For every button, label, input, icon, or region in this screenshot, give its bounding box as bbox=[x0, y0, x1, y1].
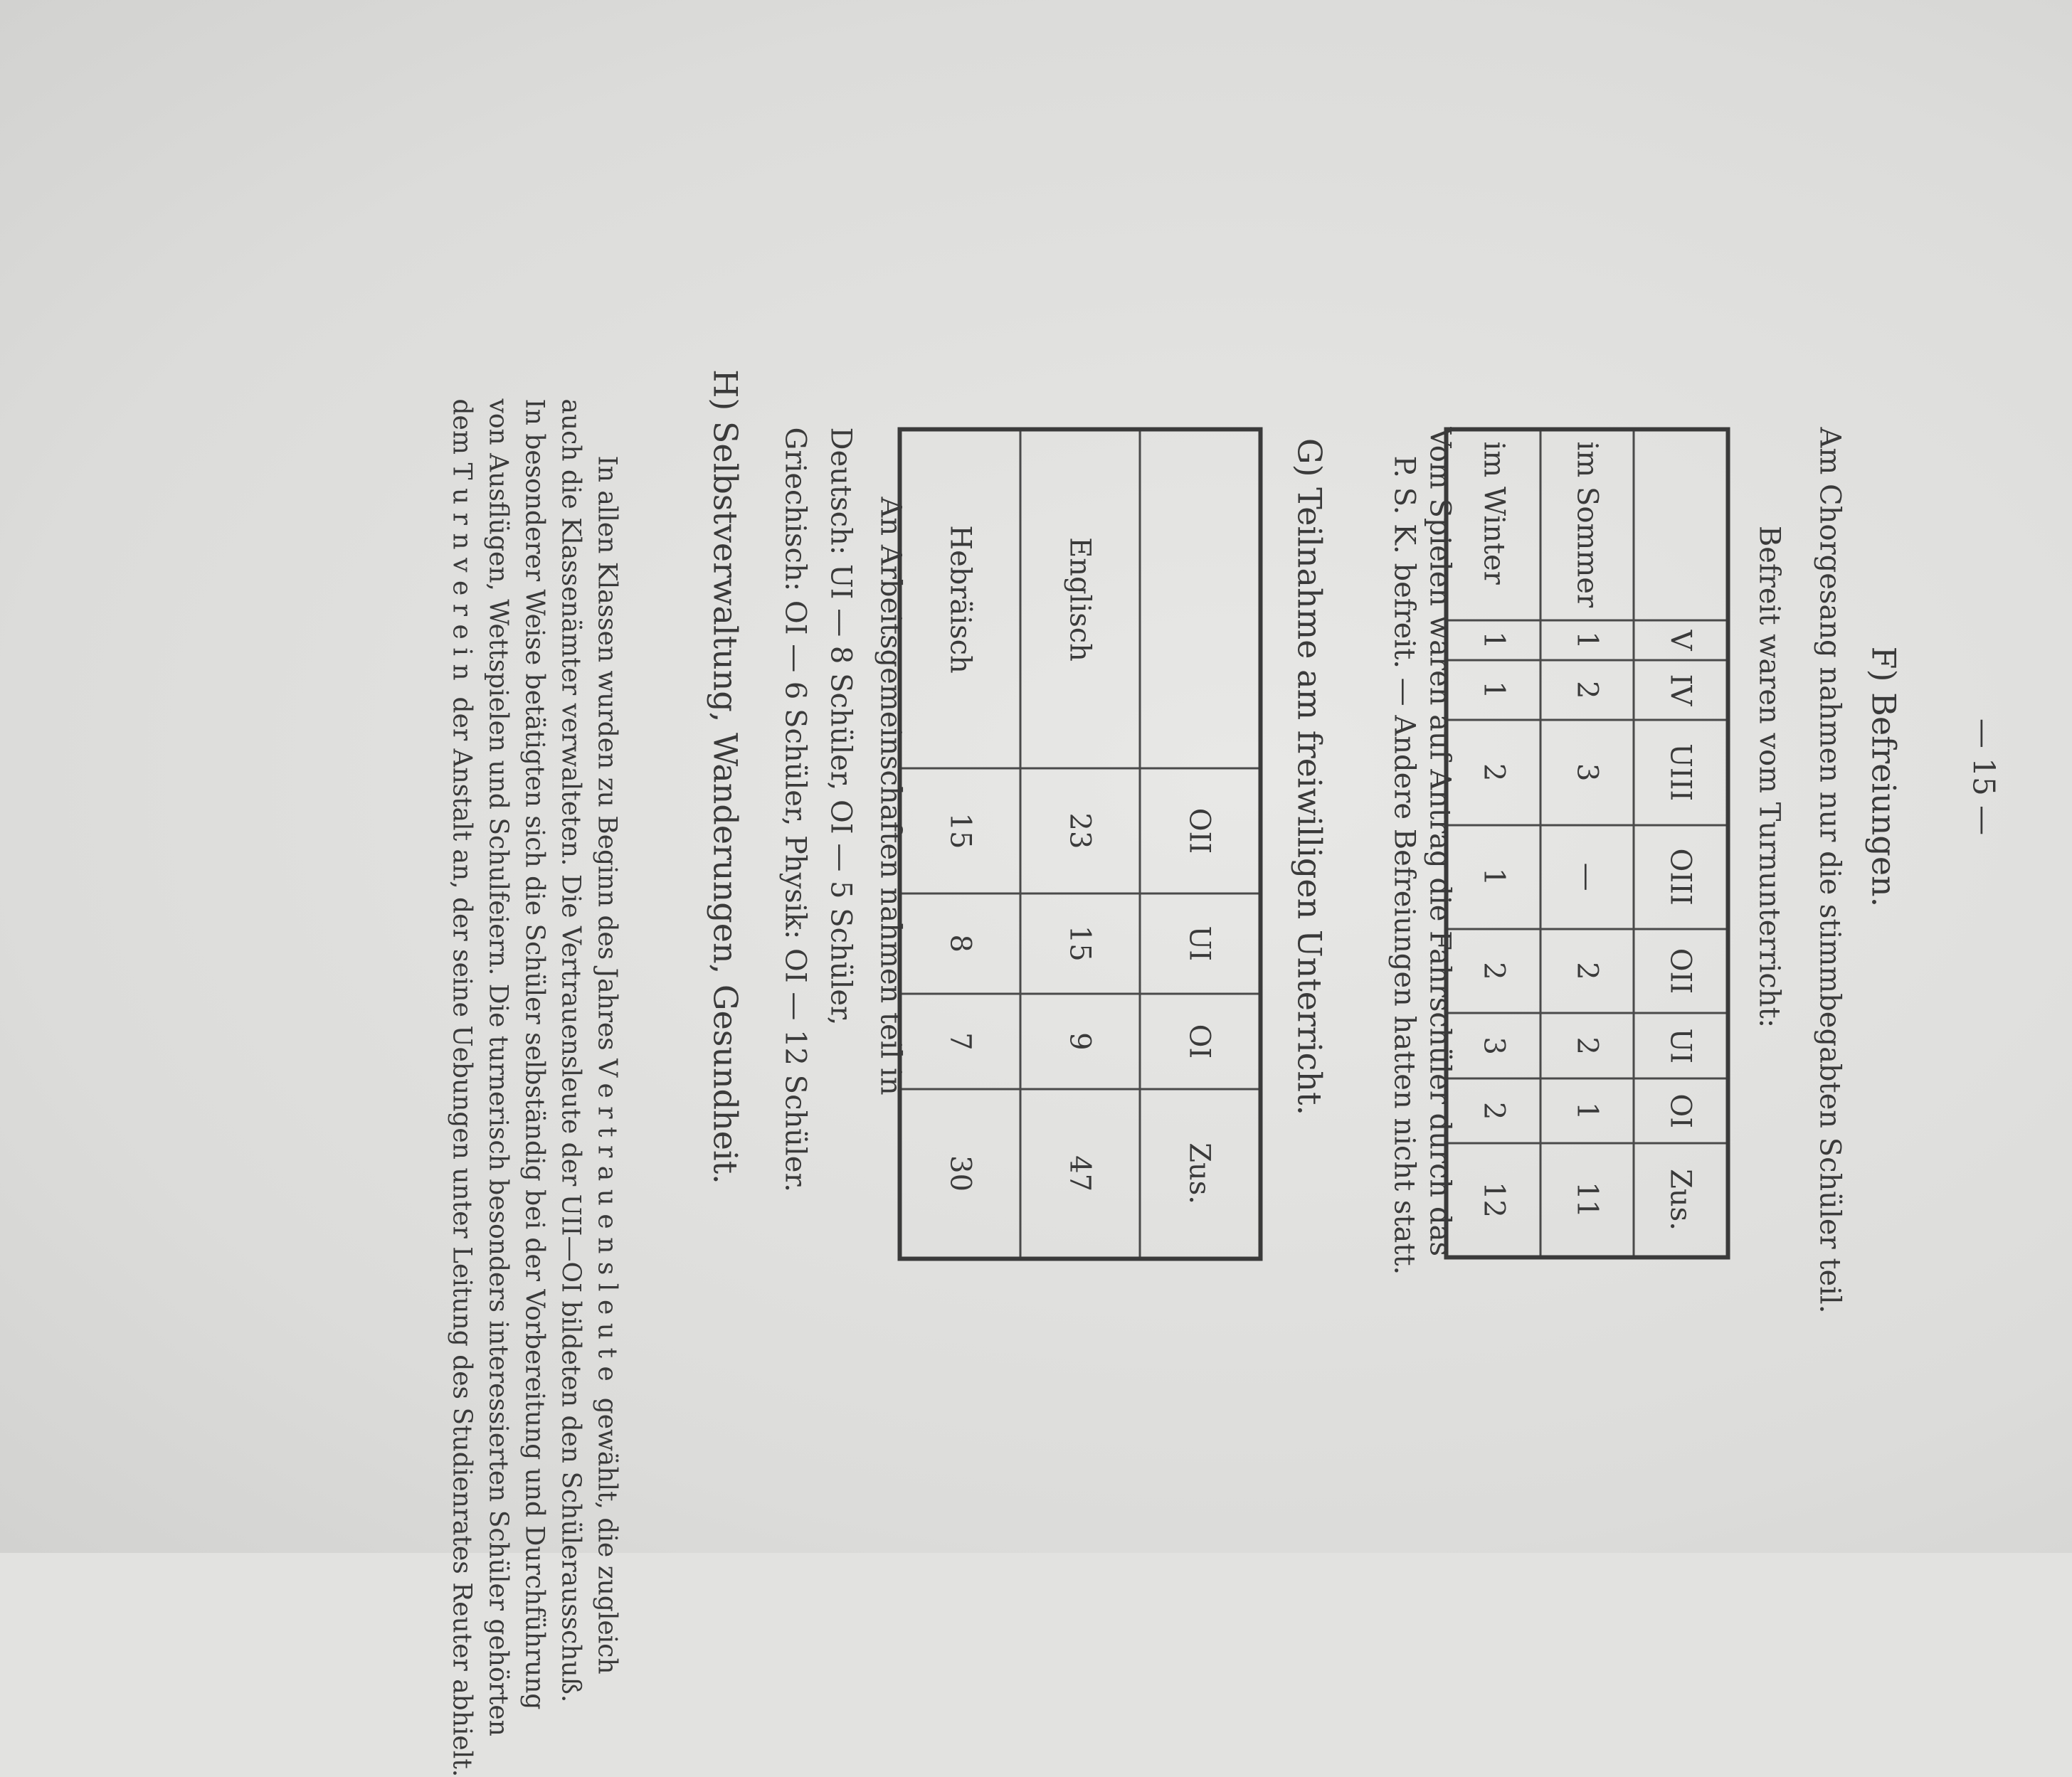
table-header-cell: IV bbox=[1634, 660, 1728, 720]
paragraph-line: auch die Klassenämter verwalteten. Die Vertrauensleute der UII—OI bildeten den Schülerausschuß. bbox=[556, 398, 585, 1702]
table-row bbox=[1140, 429, 1261, 1258]
table-header-cell: UIII bbox=[1634, 719, 1728, 824]
page-number: — 15 — bbox=[1966, 718, 2001, 835]
paragraph-line: von Ausflügen, Wettspielen und Schulfeiern. Die turnerisch besonders interessierten Schüler gehörten bbox=[483, 398, 512, 1736]
table-cell: 9 bbox=[1020, 993, 1140, 1089]
heading-f: F) Befreiungen. bbox=[1864, 646, 1903, 907]
table-cell: 2 bbox=[1446, 928, 1540, 1012]
table-cell: 30 bbox=[899, 1089, 1020, 1258]
paragraph-line: dem Turnverein der Anstalt an, der seine Uebungen unter Leitung des Studienrates Reuter abhielt. bbox=[447, 398, 476, 1777]
workgroups-line-1: Deutsch: UI — 8 Schüler, OI — 5 Schüler, bbox=[824, 427, 857, 1025]
heading-g: G) Teilnahme am freiwilligen Unterricht. bbox=[1290, 437, 1328, 1115]
table-cell: Hebräisch bbox=[899, 429, 1020, 768]
table-row bbox=[899, 429, 1020, 1258]
table-cell: 7 bbox=[899, 993, 1020, 1089]
table-cell: 15 bbox=[899, 768, 1020, 893]
table-cell: 47 bbox=[1020, 1089, 1140, 1258]
table-cell: 12 bbox=[1446, 1143, 1540, 1257]
heading-h: H) Selbstverwaltung, Wanderungen, Gesundheit. bbox=[706, 368, 744, 1184]
table-cell: 2 bbox=[1540, 660, 1634, 720]
table-cell: im Sommer bbox=[1540, 429, 1634, 620]
table-header-cell: UI bbox=[1140, 893, 1261, 993]
table-cell: 2 bbox=[1540, 1013, 1634, 1078]
table-cell: im Winter bbox=[1446, 429, 1540, 620]
table1-caption: Befreit waren vom Turnunterricht: bbox=[1753, 525, 1785, 1028]
table-cell: 2 bbox=[1446, 1078, 1540, 1143]
table-cell: 8 bbox=[899, 893, 1020, 993]
table-cell: 3 bbox=[1446, 1013, 1540, 1078]
table-cell: 11 bbox=[1540, 1143, 1634, 1257]
table-cell: 3 bbox=[1540, 719, 1634, 824]
table-header-cell bbox=[1140, 429, 1261, 768]
after-table-line-1: Vom Spielen waren auf Antrag die Fahrschüler durch das bbox=[1423, 427, 1456, 1256]
table-header-cell: OI bbox=[1140, 993, 1261, 1089]
paragraph-line: In besonderer Weise betätigten sich die Schüler selbständig bei der Vorbereitung und Durchführung bbox=[519, 398, 549, 1709]
table-cell: 15 bbox=[1020, 893, 1140, 993]
table-cell: 2 bbox=[1446, 719, 1540, 824]
paragraph-line: In allen Klassen wurden zu Beginn des Jahres Vertrauensleute gewählt, die zugleich bbox=[592, 455, 621, 1675]
table-cell: 2 bbox=[1540, 928, 1634, 1012]
table-cell: — bbox=[1540, 824, 1634, 928]
workgroups-intro: An Arbeitsgemeinschaften nahmen teil in bbox=[874, 497, 906, 1096]
table-header-cell: UI bbox=[1634, 1013, 1728, 1078]
table-header-cell: OII bbox=[1140, 768, 1261, 893]
table-row bbox=[1634, 429, 1728, 1257]
workgroups-line-2: Griechisch: OI — 6 Schüler, Physik: OI — 12 Schüler. bbox=[778, 427, 811, 1192]
table-header-cell: V bbox=[1634, 620, 1728, 660]
table-cell: 1 bbox=[1540, 1078, 1634, 1143]
table-header-cell: OIII bbox=[1634, 824, 1728, 928]
exemption-table bbox=[1444, 427, 1730, 1259]
table-header-cell: OII bbox=[1634, 928, 1728, 1012]
table-row bbox=[1540, 429, 1634, 1257]
table-header-cell: OI bbox=[1634, 1078, 1728, 1143]
table-row bbox=[1446, 429, 1540, 1257]
table-cell: 1 bbox=[1446, 660, 1540, 720]
table-header-cell bbox=[1634, 429, 1728, 620]
participation-table bbox=[897, 427, 1262, 1261]
table-header-cell: Zus. bbox=[1140, 1089, 1261, 1258]
table-cell: 1 bbox=[1446, 620, 1540, 660]
table-row bbox=[1020, 429, 1140, 1258]
table-cell: 1 bbox=[1446, 824, 1540, 928]
after-table-line-2: P. S. K. befreit. — Andere Befreiungen hatten nicht statt. bbox=[1388, 455, 1420, 1275]
table-cell: 1 bbox=[1540, 620, 1634, 660]
table-cell: 23 bbox=[1020, 768, 1140, 893]
table-header-cell: Zus. bbox=[1634, 1143, 1728, 1257]
choir-text: Am Chorgesang nahmen nur die stimmbegabten Schüler teil. bbox=[1813, 427, 1846, 1313]
table-cell: Englisch bbox=[1020, 429, 1140, 768]
